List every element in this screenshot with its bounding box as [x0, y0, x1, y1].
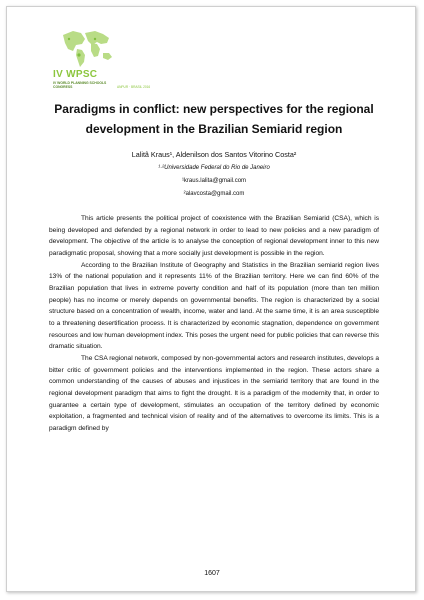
paragraph: This article presents the political project of coexistence with the Brazilian Semiarid (CSA), which is being developed and defended by a regional network in order to lead to new policies and a new paradigm of development. The objective of the article is to analyse the conception of regional development inner to this new paradigmatic proposal, showing that a more socially just development is possible in the region. [49, 215, 379, 257]
paragraph: According to the Brazilian Institute of Geography and Statistics in the Brazilian semiarid region lives 13% of the national population and it represents 11% of the Brazilian territory. Here we can find 60% of the Brazilian population that lives in extreme poverty condition and half of its population (more than ten million people) has no income or merely depends on governmental benefits. The region is characterized by a social structure based on a concentration of wealth, income, water and land. At the same time, it is an area susceptible to a threatening desertification process. It is characterized by economic stagnation, dependence on government resources and low human development index. This poses the urgent need for public policies that can reverse this dramatic situation. [49, 261, 379, 351]
document-page [6, 6, 416, 592]
logo-title: IV WPSC [53, 69, 98, 80]
author-list: Lalitâ Kraus¹, Aldenilson dos Santos Vitorino Costa² [131, 150, 297, 159]
abstract-body [49, 213, 379, 434]
logo-partner: ANPUR · BRASIL 2016 [117, 85, 151, 89]
logo-subtitle: IV WORLD PLANNING SCHOOLS CONGRESS [53, 81, 107, 89]
world-map-logo-icon [57, 25, 115, 69]
author-email-2: ²alavcosta@gmail.com [183, 191, 245, 197]
paper-title: Paradigms in conflict: new perspectives for the regional development in the Brazilian Semiarid region [54, 102, 374, 136]
conference-logo [53, 25, 173, 97]
page-number: 1607 [204, 570, 220, 577]
affiliation: ¹·²Universidade Federal do Rio de Janeiro [158, 165, 270, 171]
author-email-1: ¹kraus.lalita@gmail.com [181, 178, 247, 184]
paragraph: The CSA regional network, composed by non-governmental actors and research institutes, develops a bitter critic of government policies and the interventions implemented in the region. These actors share a common understanding of the causes of abuses and injustices in the semiarid territory that are found in the regional development paradigm that aims to fight the drought. It is a paradigm of the modernity that, in order to guarantee a certain type of development, stimulates an occupation of the territory defined by economic exploitation, a fragmented and technical vision of reality and of the alternatives to overcome its limits. This is a paradigm defined by [49, 354, 379, 432]
